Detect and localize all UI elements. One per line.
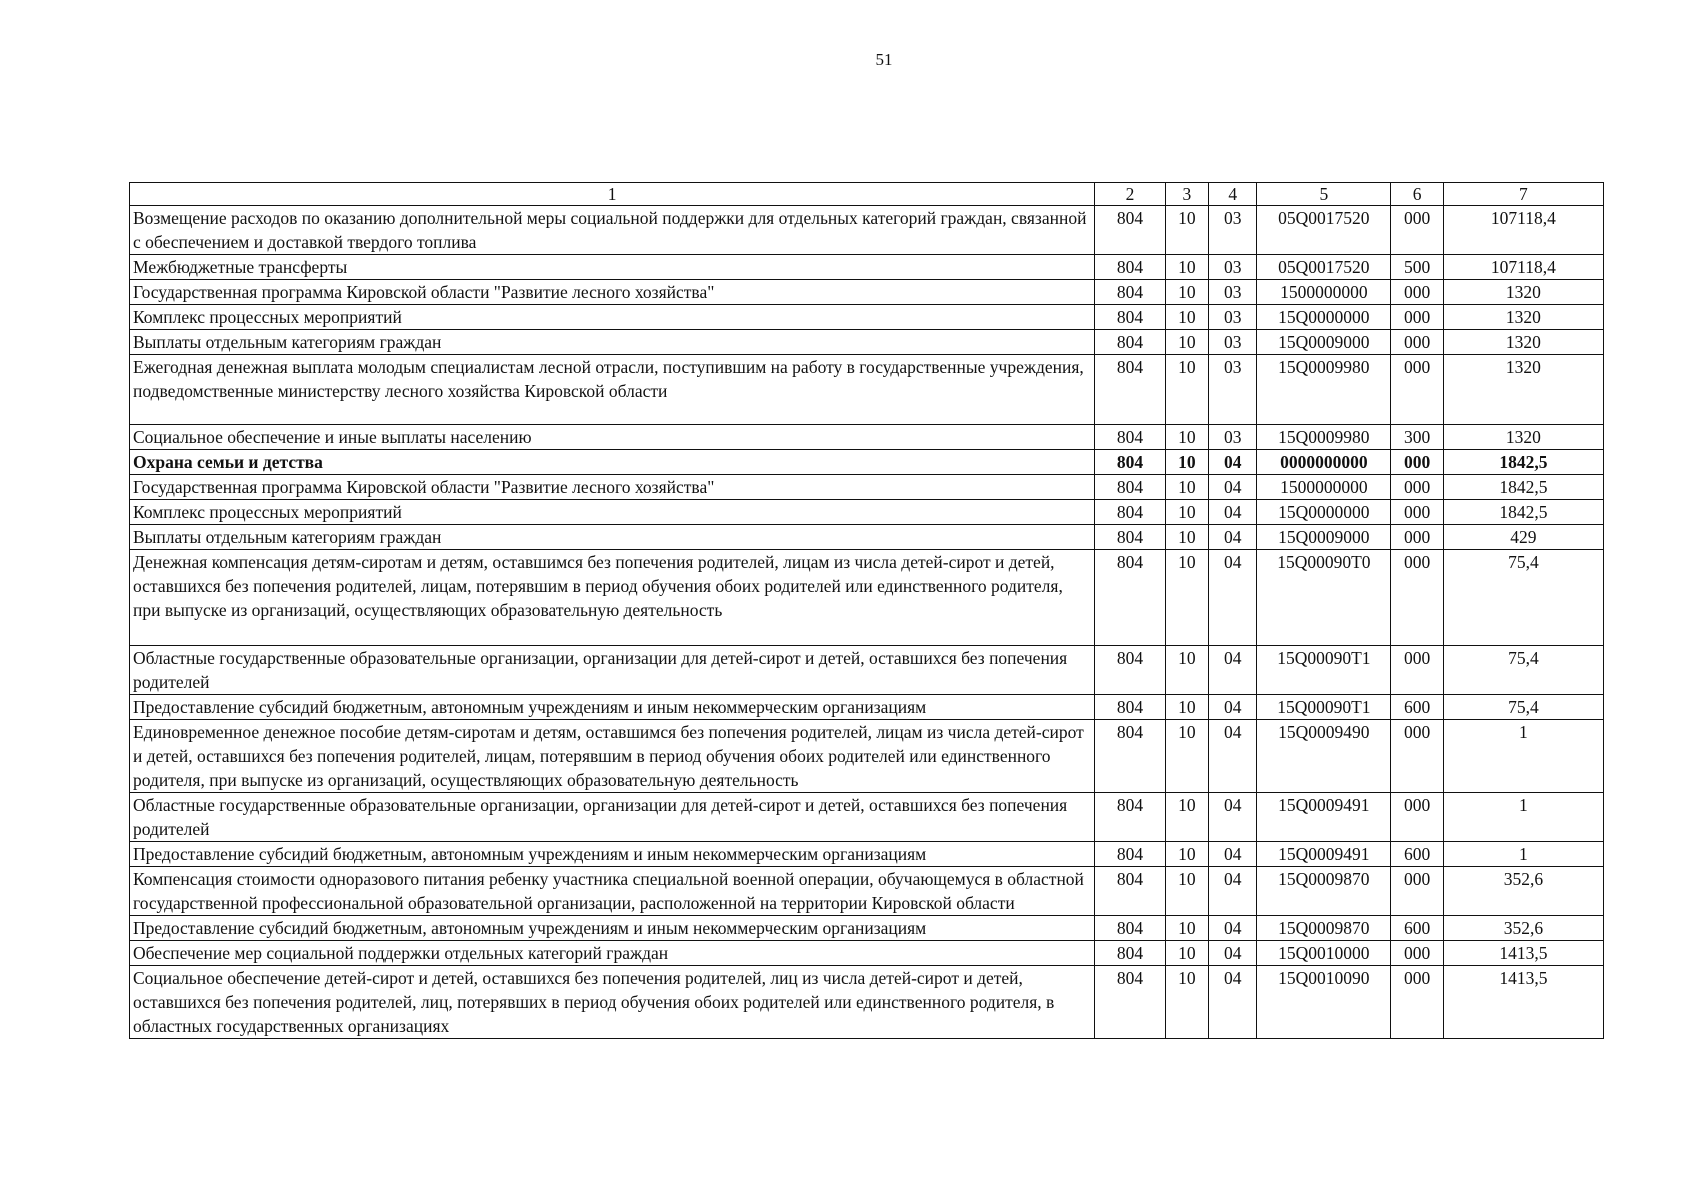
cell-name: Государственная программа Кировской области "Развитие лесного хозяйства" <box>130 280 1095 305</box>
table-row <box>130 720 1604 793</box>
cell-subsection: 04 <box>1209 867 1257 916</box>
cell-chapter: 804 <box>1095 475 1166 500</box>
cell-expense-type: 000 <box>1391 206 1443 255</box>
cell-target-article: 15Q0009491 <box>1257 793 1391 842</box>
cell-chapter: 804 <box>1095 525 1166 550</box>
cell-section: 10 <box>1165 966 1208 1039</box>
cell-subsection: 03 <box>1209 280 1257 305</box>
cell-section: 10 <box>1165 867 1208 916</box>
cell-chapter: 804 <box>1095 793 1166 842</box>
page-number: 51 <box>875 50 893 69</box>
table-header-row <box>130 183 1604 206</box>
cell-chapter: 804 <box>1095 500 1166 525</box>
cell-target-article: 15Q00090T0 <box>1257 550 1391 646</box>
cell-target-article: 15Q0009000 <box>1257 330 1391 355</box>
cell-expense-type: 000 <box>1391 867 1443 916</box>
cell-subsection: 04 <box>1209 450 1257 475</box>
cell-name: Обеспечение мер социальной поддержки отдельных категорий граждан <box>130 941 1095 966</box>
cell-name: Комплекс процессных мероприятий <box>130 305 1095 330</box>
cell-subsection: 04 <box>1209 916 1257 941</box>
cell-target-article: 15Q0000000 <box>1257 305 1391 330</box>
cell-amount: 1413,5 <box>1443 941 1603 966</box>
cell-section: 10 <box>1165 425 1208 450</box>
cell-name: Охрана семьи и детства <box>130 450 1095 475</box>
cell-subsection: 04 <box>1209 720 1257 793</box>
table-row <box>130 550 1604 646</box>
header-col-6: 6 <box>1391 183 1443 206</box>
table-row <box>130 867 1604 916</box>
cell-name: Компенсация стоимости одноразового питания ребенку участника специальной военной операции, обучающемуся в областной государственной профессиональной образовательной организации, расположенной на территории Кировской области <box>130 867 1095 916</box>
cell-chapter: 804 <box>1095 425 1166 450</box>
cell-chapter: 804 <box>1095 646 1166 695</box>
header-col-1: 1 <box>130 183 1095 206</box>
cell-amount: 1842,5 <box>1443 500 1603 525</box>
cell-amount: 107118,4 <box>1443 206 1603 255</box>
cell-target-article: 0000000000 <box>1257 450 1391 475</box>
cell-amount: 1 <box>1443 842 1603 867</box>
cell-target-article: 15Q0010090 <box>1257 966 1391 1039</box>
cell-section: 10 <box>1165 330 1208 355</box>
cell-section: 10 <box>1165 941 1208 966</box>
cell-amount: 1842,5 <box>1443 450 1603 475</box>
cell-section: 10 <box>1165 500 1208 525</box>
cell-target-article: 15Q0009490 <box>1257 720 1391 793</box>
cell-expense-type: 000 <box>1391 646 1443 695</box>
table-row <box>130 305 1604 330</box>
cell-name: Выплаты отдельным категориям граждан <box>130 525 1095 550</box>
cell-chapter: 804 <box>1095 695 1166 720</box>
cell-amount: 107118,4 <box>1443 255 1603 280</box>
cell-target-article: 15Q00090T1 <box>1257 646 1391 695</box>
cell-expense-type: 000 <box>1391 305 1443 330</box>
table-row <box>130 206 1604 255</box>
cell-name: Комплекс процессных мероприятий <box>130 500 1095 525</box>
cell-name: Предоставление субсидий бюджетным, автономным учреждениям и иным некоммерческим организациям <box>130 695 1095 720</box>
cell-expense-type: 000 <box>1391 966 1443 1039</box>
cell-target-article: 15Q00090T1 <box>1257 695 1391 720</box>
cell-section: 10 <box>1165 305 1208 330</box>
cell-section: 10 <box>1165 842 1208 867</box>
table-row <box>130 525 1604 550</box>
table-row <box>130 355 1604 425</box>
header-col-4: 4 <box>1209 183 1257 206</box>
cell-section: 10 <box>1165 255 1208 280</box>
cell-amount: 352,6 <box>1443 916 1603 941</box>
cell-amount: 1320 <box>1443 355 1603 425</box>
cell-section: 10 <box>1165 450 1208 475</box>
cell-section: 10 <box>1165 720 1208 793</box>
cell-section: 10 <box>1165 550 1208 646</box>
table-row <box>130 695 1604 720</box>
cell-subsection: 03 <box>1209 255 1257 280</box>
cell-section: 10 <box>1165 525 1208 550</box>
cell-name: Областные государственные образовательные организации, организации для детей-сирот и детей, оставшихся без попечения родителей <box>130 793 1095 842</box>
cell-target-article: 1500000000 <box>1257 280 1391 305</box>
cell-chapter: 804 <box>1095 305 1166 330</box>
cell-name: Возмещение расходов по оказанию дополнительной меры социальной поддержки для отдельных категорий граждан, связанной с обеспечением и доставкой твердого топлива <box>130 206 1095 255</box>
cell-name: Государственная программа Кировской области "Развитие лесного хозяйства" <box>130 475 1095 500</box>
cell-subsection: 04 <box>1209 695 1257 720</box>
cell-expense-type: 000 <box>1391 500 1443 525</box>
cell-chapter: 804 <box>1095 550 1166 646</box>
table-row <box>130 793 1604 842</box>
cell-chapter: 804 <box>1095 330 1166 355</box>
cell-expense-type: 600 <box>1391 842 1443 867</box>
cell-section: 10 <box>1165 280 1208 305</box>
cell-expense-type: 500 <box>1391 255 1443 280</box>
cell-chapter: 804 <box>1095 867 1166 916</box>
cell-amount: 1413,5 <box>1443 966 1603 1039</box>
cell-amount: 1 <box>1443 720 1603 793</box>
table-row <box>130 425 1604 450</box>
cell-section: 10 <box>1165 793 1208 842</box>
cell-expense-type: 000 <box>1391 450 1443 475</box>
cell-expense-type: 000 <box>1391 475 1443 500</box>
cell-expense-type: 000 <box>1391 525 1443 550</box>
cell-chapter: 804 <box>1095 355 1166 425</box>
cell-subsection: 03 <box>1209 355 1257 425</box>
cell-expense-type: 600 <box>1391 695 1443 720</box>
cell-expense-type: 000 <box>1391 793 1443 842</box>
cell-section: 10 <box>1165 355 1208 425</box>
cell-name: Областные государственные образовательные организации, организации для детей-сирот и детей, оставшихся без попечения родителей <box>130 646 1095 695</box>
table-row <box>130 255 1604 280</box>
header-col-3: 3 <box>1165 183 1208 206</box>
cell-subsection: 04 <box>1209 500 1257 525</box>
table-row <box>130 330 1604 355</box>
cell-amount: 75,4 <box>1443 646 1603 695</box>
cell-chapter: 804 <box>1095 450 1166 475</box>
cell-subsection: 03 <box>1209 330 1257 355</box>
table-row <box>130 500 1604 525</box>
table-row <box>130 646 1604 695</box>
table-row <box>130 450 1604 475</box>
cell-chapter: 804 <box>1095 280 1166 305</box>
cell-expense-type: 000 <box>1391 355 1443 425</box>
cell-name: Социальное обеспечение детей-сирот и детей, оставшихся без попечения родителей, лиц из числа детей-сирот и детей, оставшихся без попечения родителей, лиц, потерявших в период обучения обоих родителей или единственного родителя, в областных государственных организациях <box>130 966 1095 1039</box>
cell-expense-type: 600 <box>1391 916 1443 941</box>
cell-subsection: 04 <box>1209 941 1257 966</box>
cell-amount: 1 <box>1443 793 1603 842</box>
cell-expense-type: 000 <box>1391 330 1443 355</box>
cell-subsection: 04 <box>1209 966 1257 1039</box>
cell-amount: 1842,5 <box>1443 475 1603 500</box>
cell-amount: 75,4 <box>1443 550 1603 646</box>
cell-amount: 429 <box>1443 525 1603 550</box>
cell-amount: 75,4 <box>1443 695 1603 720</box>
cell-expense-type: 000 <box>1391 550 1443 646</box>
table-row <box>130 475 1604 500</box>
table-row <box>130 280 1604 305</box>
cell-amount: 1320 <box>1443 280 1603 305</box>
cell-expense-type: 000 <box>1391 720 1443 793</box>
cell-amount: 352,6 <box>1443 867 1603 916</box>
cell-subsection: 04 <box>1209 793 1257 842</box>
cell-chapter: 804 <box>1095 941 1166 966</box>
cell-name: Предоставление субсидий бюджетным, автономным учреждениям и иным некоммерческим организациям <box>130 916 1095 941</box>
cell-name: Денежная компенсация детям-сиротам и детям, оставшимся без попечения родителей, лицам из числа детей-сирот и детей, оставшихся без попечения родителей, лицам, потерявшим в период обучения обоих родителей или единственного родителя, при выпуске из организаций, осуществляющих образовательную деятельность <box>130 550 1095 646</box>
cell-chapter: 804 <box>1095 916 1166 941</box>
cell-expense-type: 300 <box>1391 425 1443 450</box>
cell-subsection: 04 <box>1209 475 1257 500</box>
cell-target-article: 15Q0009980 <box>1257 425 1391 450</box>
cell-chapter: 804 <box>1095 206 1166 255</box>
cell-name: Межбюджетные трансферты <box>130 255 1095 280</box>
cell-name: Выплаты отдельным категориям граждан <box>130 330 1095 355</box>
cell-target-article: 15Q0009870 <box>1257 916 1391 941</box>
cell-subsection: 03 <box>1209 206 1257 255</box>
cell-target-article: 05Q0017520 <box>1257 206 1391 255</box>
cell-target-article: 15Q0000000 <box>1257 500 1391 525</box>
cell-chapter: 804 <box>1095 255 1166 280</box>
cell-expense-type: 000 <box>1391 280 1443 305</box>
cell-chapter: 804 <box>1095 966 1166 1039</box>
cell-amount: 1320 <box>1443 305 1603 330</box>
cell-expense-type: 000 <box>1391 941 1443 966</box>
cell-subsection: 03 <box>1209 305 1257 330</box>
cell-name: Единовременное денежное пособие детям-сиротам и детям, оставшимся без попечения родителей, лицам из числа детей-сирот и детей, оставшихся без попечения родителей, лицам, потерявшим в период обучения обоих родителей или единственного родителя, при выпуске из организаций, осуществляющих образовательную деятельность <box>130 720 1095 793</box>
cell-target-article: 05Q0017520 <box>1257 255 1391 280</box>
header-col-5: 5 <box>1257 183 1391 206</box>
table-row <box>130 842 1604 867</box>
cell-subsection: 04 <box>1209 842 1257 867</box>
cell-section: 10 <box>1165 646 1208 695</box>
table-row <box>130 966 1604 1039</box>
budget-table <box>129 182 1604 1039</box>
header-col-2: 2 <box>1095 183 1166 206</box>
cell-section: 10 <box>1165 695 1208 720</box>
cell-subsection: 04 <box>1209 550 1257 646</box>
cell-name: Социальное обеспечение и иные выплаты населению <box>130 425 1095 450</box>
cell-subsection: 04 <box>1209 525 1257 550</box>
cell-target-article: 15Q0009000 <box>1257 525 1391 550</box>
cell-section: 10 <box>1165 206 1208 255</box>
table-row <box>130 941 1604 966</box>
cell-chapter: 804 <box>1095 720 1166 793</box>
cell-subsection: 04 <box>1209 646 1257 695</box>
cell-chapter: 804 <box>1095 842 1166 867</box>
cell-name: Ежегодная денежная выплата молодым специалистам лесной отрасли, поступившим на работу в государственные учреждения, подведомственные министерству лесного хозяйства Кировской области <box>130 355 1095 425</box>
cell-target-article: 15Q0009980 <box>1257 355 1391 425</box>
cell-target-article: 15Q0009491 <box>1257 842 1391 867</box>
cell-target-article: 15Q0010000 <box>1257 941 1391 966</box>
cell-target-article: 15Q0009870 <box>1257 867 1391 916</box>
cell-amount: 1320 <box>1443 425 1603 450</box>
cell-subsection: 03 <box>1209 425 1257 450</box>
cell-section: 10 <box>1165 475 1208 500</box>
table-row <box>130 916 1604 941</box>
cell-amount: 1320 <box>1443 330 1603 355</box>
cell-target-article: 1500000000 <box>1257 475 1391 500</box>
cell-name: Предоставление субсидий бюджетным, автономным учреждениям и иным некоммерческим организациям <box>130 842 1095 867</box>
cell-section: 10 <box>1165 916 1208 941</box>
header-col-7: 7 <box>1443 183 1603 206</box>
